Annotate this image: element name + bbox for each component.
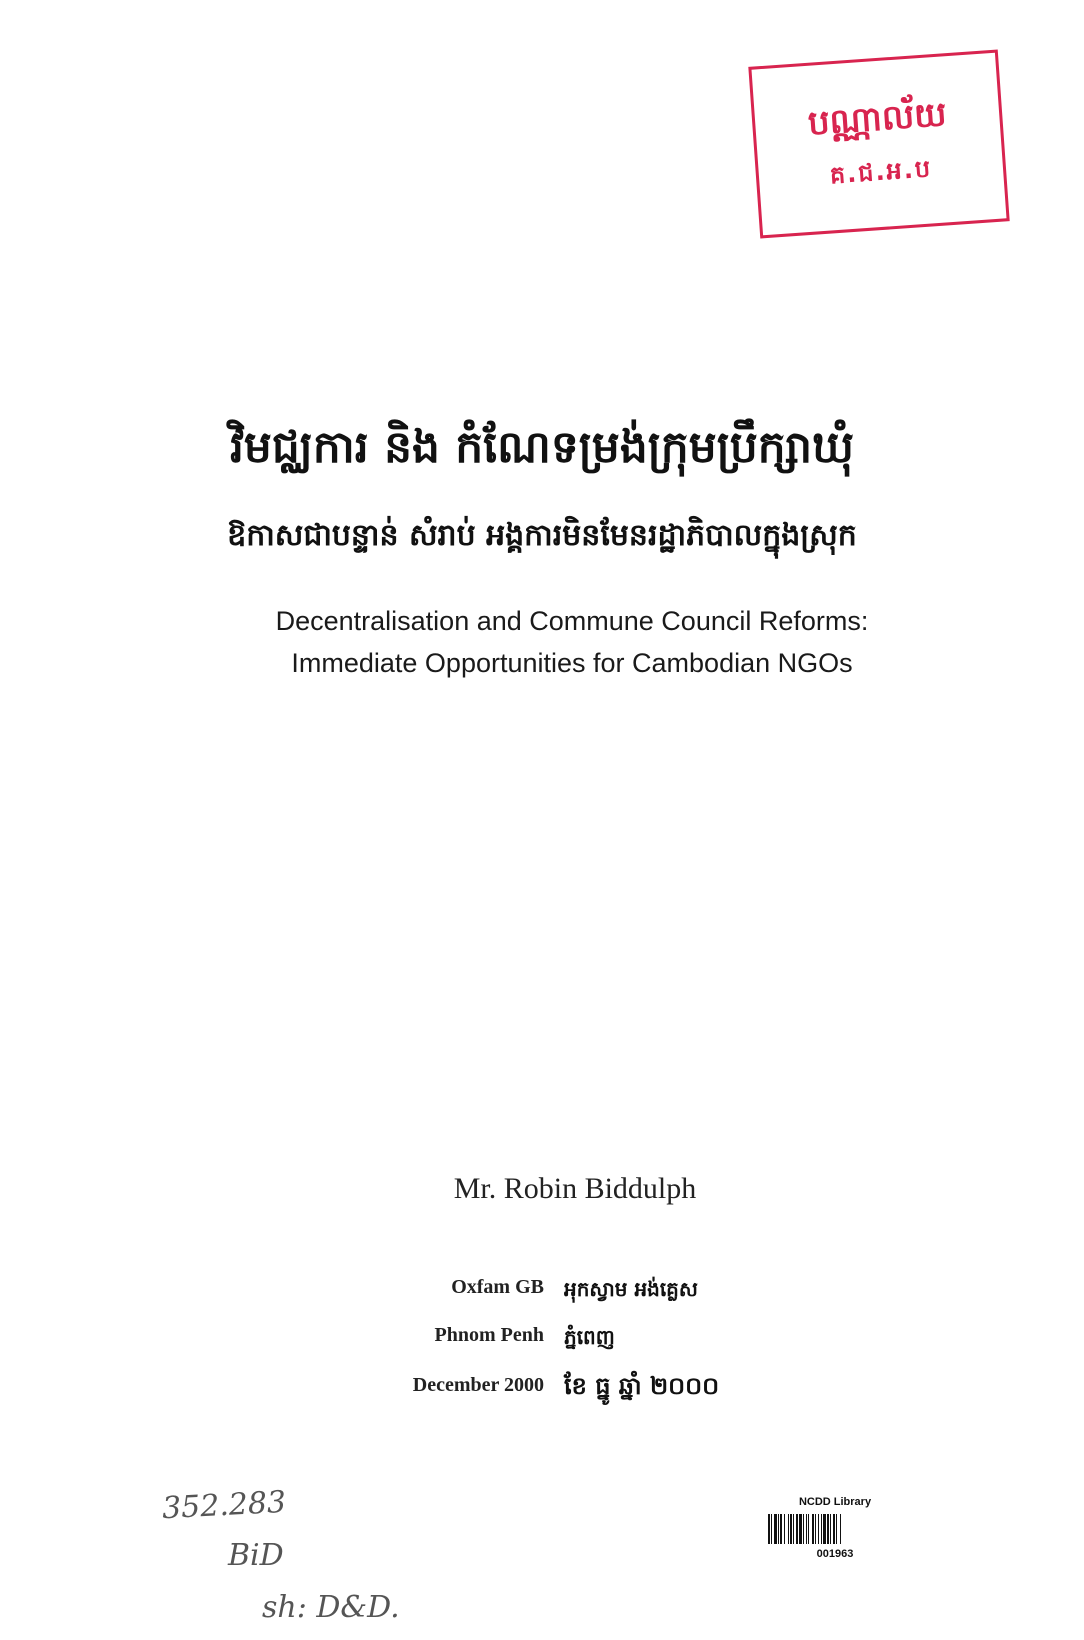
library-item-id: 001963 <box>816 1548 854 1560</box>
city-row <box>0 1324 1084 1358</box>
english-title-line-2: Immediate Opportunities for Cambodian NGOs <box>291 648 853 678</box>
barcode-icon <box>768 1514 902 1544</box>
handwritten-call-suffix: BiD <box>228 1538 284 1573</box>
stamp-line-2: គ.ជ.អ.ប <box>828 153 933 189</box>
library-name: NCDD Library <box>798 1496 872 1508</box>
date-kh: ខែ ធ្នូ ឆ្នាំ ២០០០ <box>564 1372 720 1400</box>
library-stamp <box>748 49 1009 238</box>
handwritten-subject-note: sh: D&D. <box>262 1590 400 1625</box>
city-kh: ភ្នំពេញ <box>564 1325 615 1349</box>
library-barcode-label <box>764 1496 906 1576</box>
organization-en: Oxfam GB <box>451 1276 544 1298</box>
khmer-subtitle: ឱកាសជាបន្ទាន់ សំរាប់ អង្គការមិនមែនរដ្ឋាភិបាលក្នុងស្រុក <box>227 518 857 553</box>
date-row <box>0 1374 1084 1408</box>
khmer-main-title: វិមជ្ឈការ និង កំណែទម្រង់ក្រុមប្រឹក្សាឃុំ <box>229 422 855 473</box>
organization-kh: អុកស្វាម អង់គ្លេស <box>564 1277 698 1301</box>
stamp-line-1: បណ្ណាល័យ <box>806 93 948 144</box>
handwritten-call-number: 352.283 <box>161 1484 287 1527</box>
city-en: Phnom Penh <box>434 1324 544 1346</box>
author-name: Mr. Robin Biddulph <box>453 1172 697 1205</box>
organization-row <box>0 1276 1084 1310</box>
english-title-line-1: Decentralisation and Commune Council Reforms: <box>275 606 869 636</box>
date-en: December 2000 <box>412 1374 544 1396</box>
